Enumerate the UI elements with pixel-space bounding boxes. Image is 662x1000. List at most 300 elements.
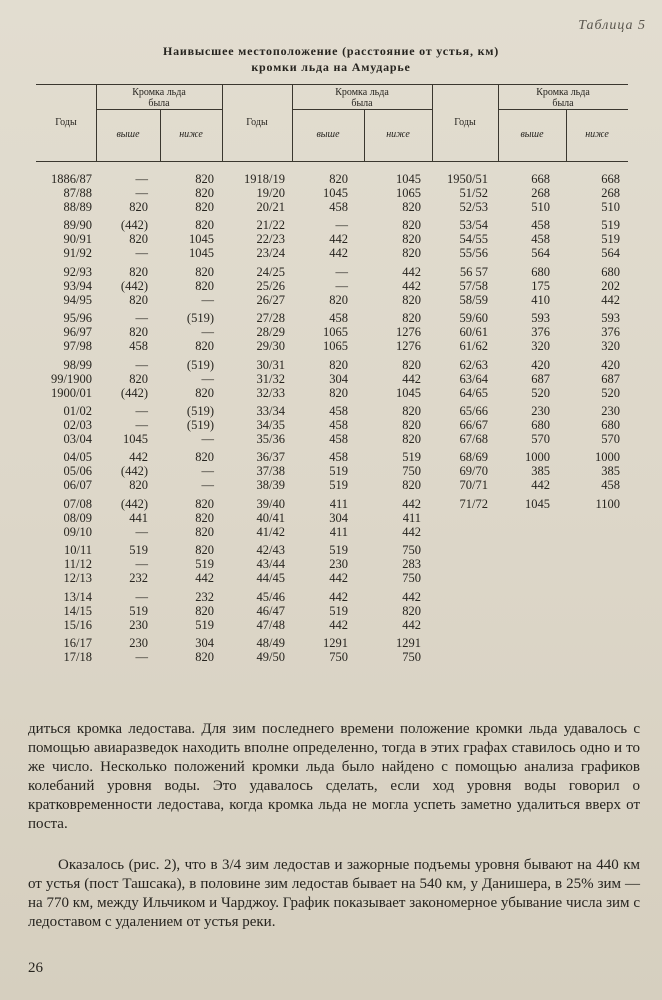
year-cell: 35/36	[256, 432, 285, 446]
above-cell: —	[135, 246, 148, 261]
below-cell: 1100	[595, 496, 620, 511]
above-cell: —	[135, 311, 148, 326]
below-cell: 820	[195, 385, 214, 400]
above-cell: 320	[531, 339, 550, 354]
below-cell: —	[201, 432, 214, 446]
above-cell: 564	[531, 246, 550, 261]
year-cell: 10/11	[63, 543, 92, 558]
below-cell: 820	[195, 603, 214, 618]
above-cell: 680	[531, 418, 550, 432]
table-row	[0, 636, 662, 650]
below-cell: 820	[402, 418, 421, 432]
body-paragraph: диться кромка ледостава. Для зим последнего времени положение кромки льда удавалось с помощью авиаразведок находить вполне определенно, тогда в этих графах ставилось одно и то же число. Несколько положений кромки льда было найдено с помощью анализа графиков колебаний уровня воды. Это удавалось сделать, если ход уровня воды говорил о кратковременности ледостава, когда кромка льда не могла успеть заметно удалиться вверх от поста.	[28, 721, 640, 832]
year-cell: 46/47	[256, 603, 285, 618]
year-cell: 38/39	[256, 478, 285, 493]
year-cell: 48/49	[256, 636, 285, 650]
year-cell: 06/07	[63, 478, 92, 493]
below-cell: 668	[601, 172, 620, 186]
year-cell: 93/94	[63, 278, 92, 293]
year-cell: 27/28	[256, 311, 285, 326]
table-row	[0, 200, 662, 214]
below-cell: 820	[402, 357, 421, 372]
below-cell: 820	[195, 172, 214, 186]
below-cell: 519	[402, 450, 421, 465]
below-cell: 283	[402, 557, 421, 572]
below-cell: 230	[601, 404, 620, 418]
year-cell: 36/37	[256, 450, 285, 465]
above-cell: (442)	[120, 278, 148, 293]
above-cell: 304	[329, 510, 348, 525]
year-cell: 55/56	[459, 246, 488, 261]
table-row	[0, 590, 662, 604]
above-cell: 175	[531, 278, 550, 293]
below-cell: 442	[402, 278, 421, 293]
year-cell: 97/98	[63, 339, 92, 354]
below-cell: 320	[601, 339, 620, 354]
below-cell: 519	[195, 617, 214, 632]
above-header: выше	[316, 129, 340, 140]
table-row	[0, 246, 662, 260]
table-row	[0, 372, 662, 386]
below-cell: 570	[601, 432, 620, 446]
year-cell: 70/71	[459, 478, 488, 493]
year-cell: 89/90	[63, 218, 92, 233]
below-cell: 304	[195, 636, 214, 650]
above-cell: 458	[329, 200, 348, 214]
year-cell: 95/96	[63, 311, 92, 326]
table-row	[0, 172, 662, 186]
years-header: Годы	[55, 117, 77, 128]
year-cell: 62/63	[459, 357, 488, 372]
years-header: Годы	[246, 117, 268, 128]
table-row	[0, 325, 662, 339]
below-cell: 376	[601, 325, 620, 340]
above-cell: (442)	[120, 385, 148, 400]
year-cell: 56 57	[459, 264, 488, 279]
group-line2: была	[148, 98, 170, 109]
group-line2: была	[351, 98, 373, 109]
above-cell: 820	[129, 478, 148, 493]
year-cell: 87/88	[63, 186, 92, 200]
above-cell: 304	[329, 371, 348, 386]
above-cell: 458	[329, 432, 348, 446]
below-cell: 820	[402, 404, 421, 418]
above-cell: 411	[329, 496, 348, 511]
year-cell: 66/67	[459, 418, 488, 432]
below-cell: —	[201, 371, 214, 386]
group-line2: была	[552, 98, 574, 109]
below-cell: (519)	[186, 311, 214, 326]
above-cell: —	[335, 264, 348, 279]
below-cell: (519)	[186, 418, 214, 432]
below-cell: 820	[402, 218, 421, 233]
group-line1: Кромка льда	[536, 87, 590, 98]
above-cell: —	[135, 404, 148, 418]
below-cell: 442	[402, 264, 421, 279]
below-cell: 1045	[189, 232, 214, 247]
below-cell: 820	[402, 232, 421, 247]
below-cell: 750	[402, 650, 421, 664]
above-cell: 593	[531, 311, 550, 326]
below-cell: 442	[402, 617, 421, 632]
year-cell: 88/89	[63, 200, 92, 214]
year-cell: 98/99	[63, 357, 92, 372]
above-cell: 519	[129, 543, 148, 558]
year-cell: 16/17	[63, 636, 92, 650]
below-cell: 1045	[396, 172, 421, 186]
above-cell: 458	[531, 218, 550, 233]
above-cell: 385	[531, 464, 550, 479]
table-row	[0, 525, 662, 539]
below-cell: 510	[601, 200, 620, 214]
table-row	[0, 218, 662, 232]
below-cell: 564	[601, 246, 620, 261]
below-cell: 411	[402, 510, 421, 525]
table-row	[0, 358, 662, 372]
table-row	[0, 293, 662, 307]
above-cell: —	[135, 172, 148, 186]
below-cell: 1045	[396, 385, 421, 400]
above-cell: 442	[329, 232, 348, 247]
above-cell: —	[135, 557, 148, 572]
year-cell: 05/06	[63, 464, 92, 479]
below-cell: 750	[402, 571, 421, 586]
above-cell: 1065	[323, 339, 348, 354]
year-cell: 54/55	[459, 232, 488, 247]
above-cell: 230	[129, 617, 148, 632]
above-cell: 442	[329, 617, 348, 632]
year-cell: 90/91	[63, 232, 92, 247]
year-cell: 43/44	[256, 557, 285, 572]
above-cell: 510	[531, 200, 550, 214]
below-cell: 442	[402, 524, 421, 539]
page-number: 26	[28, 960, 43, 976]
above-cell: 458	[329, 311, 348, 326]
above-header: выше	[520, 129, 544, 140]
below-cell: 687	[601, 371, 620, 386]
below-cell: 442	[195, 571, 214, 586]
below-cell: 820	[195, 524, 214, 539]
table-row	[0, 511, 662, 525]
year-cell: 15/16	[63, 617, 92, 632]
above-cell: 750	[329, 650, 348, 664]
below-cell: 820	[402, 311, 421, 326]
below-cell: 232	[195, 589, 214, 604]
year-cell: 59/60	[459, 311, 488, 326]
ice-edge-group-header	[292, 87, 432, 109]
year-cell: 30/31	[256, 357, 285, 372]
below-cell: 820	[402, 432, 421, 446]
above-cell: —	[135, 418, 148, 432]
year-cell: 11/12	[63, 557, 92, 572]
group-line1: Кромка льда	[335, 87, 389, 98]
above-cell: 458	[129, 339, 148, 354]
year-cell: 65/66	[459, 404, 488, 418]
below-header: ниже	[585, 129, 609, 140]
below-cell: 202	[601, 278, 620, 293]
below-cell: —	[201, 464, 214, 479]
above-cell: 668	[531, 172, 550, 186]
below-cell: 820	[402, 292, 421, 307]
below-cell: 680	[601, 418, 620, 432]
below-cell: 680	[601, 264, 620, 279]
table-row	[0, 557, 662, 571]
year-cell: 22/23	[256, 232, 285, 247]
above-cell: (442)	[120, 496, 148, 511]
below-cell: —	[201, 325, 214, 340]
table-row	[0, 265, 662, 279]
below-cell: —	[201, 292, 214, 307]
above-cell: 1045	[123, 432, 148, 446]
year-cell: 96/97	[63, 325, 92, 340]
table-row	[0, 432, 662, 446]
below-cell: 420	[601, 357, 620, 372]
above-cell: 458	[531, 232, 550, 247]
table-row	[0, 618, 662, 632]
below-cell: 820	[402, 603, 421, 618]
below-cell: —	[201, 478, 214, 493]
year-cell: 53/54	[459, 218, 488, 233]
above-cell: 230	[129, 636, 148, 650]
table-row	[0, 311, 662, 325]
year-cell: 09/10	[63, 524, 92, 539]
above-cell: 1045	[323, 186, 348, 200]
table-row	[0, 232, 662, 246]
year-cell: 41/42	[256, 524, 285, 539]
below-cell: 820	[195, 186, 214, 200]
below-header: ниже	[179, 129, 203, 140]
above-cell: 420	[531, 357, 550, 372]
year-cell: 17/18	[63, 650, 92, 664]
year-cell: 58/59	[459, 292, 488, 307]
year-cell: 24/25	[256, 264, 285, 279]
year-cell: 14/15	[63, 603, 92, 618]
year-cell: 44/45	[256, 571, 285, 586]
year-cell: 08/09	[63, 510, 92, 525]
year-cell: 03/04	[63, 432, 92, 446]
above-cell: 570	[531, 432, 550, 446]
below-cell: (519)	[186, 357, 214, 372]
ice-edge-group-header	[96, 87, 222, 109]
above-cell: 820	[329, 385, 348, 400]
above-cell: (442)	[120, 464, 148, 479]
below-cell: 519	[601, 218, 620, 233]
table-row	[0, 478, 662, 492]
below-cell: 820	[195, 543, 214, 558]
table-row	[0, 497, 662, 511]
above-cell: 820	[329, 292, 348, 307]
above-cell: (442)	[120, 218, 148, 233]
above-cell: 376	[531, 325, 550, 340]
above-cell: 442	[129, 450, 148, 465]
below-cell: 820	[195, 278, 214, 293]
below-header: ниже	[386, 129, 410, 140]
below-cell: 820	[195, 496, 214, 511]
above-cell: 820	[129, 264, 148, 279]
above-cell: 820	[129, 371, 148, 386]
year-cell: 34/35	[256, 418, 285, 432]
year-cell: 20/21	[256, 200, 285, 214]
below-cell: 1065	[396, 186, 421, 200]
above-cell: 458	[329, 404, 348, 418]
years-header: Годы	[454, 117, 476, 128]
above-cell: 519	[129, 603, 148, 618]
table-row	[0, 418, 662, 432]
above-cell: —	[135, 357, 148, 372]
year-cell: 29/30	[256, 339, 285, 354]
year-cell: 40/41	[256, 510, 285, 525]
body-paragraph: Оказалось (рис. 2), что в 3/4 зим ледостав и зажорные подъемы уровня бывают на 440 км от устья (пост Ташсака), в половине зим ледостав бывает на 540 км, у Данишера, в 25% зим — на 770 км, между Ильчиком и Чарджоу. График показывает закономерное убывание числа зим с ледоставом с удалением от устья реки.	[28, 857, 640, 930]
year-cell: 26/27	[256, 292, 285, 307]
table-row	[0, 186, 662, 200]
below-cell: 1291	[396, 636, 421, 650]
table-number: Таблица 5	[578, 18, 646, 33]
below-cell: 820	[195, 339, 214, 354]
table-row	[0, 450, 662, 464]
below-cell: 442	[601, 292, 620, 307]
below-cell: 1000	[595, 450, 620, 465]
year-cell: 68/69	[459, 450, 488, 465]
year-cell: 64/65	[459, 385, 488, 400]
year-cell: 07/08	[63, 496, 92, 511]
below-cell: (519)	[186, 404, 214, 418]
year-cell: 12/13	[63, 571, 92, 586]
above-cell: 1291	[323, 636, 348, 650]
year-cell: 63/64	[459, 371, 488, 386]
table-row	[0, 339, 662, 353]
header-rule	[292, 109, 432, 110]
above-cell: 458	[329, 418, 348, 432]
above-cell: 520	[531, 385, 550, 400]
year-cell: 33/34	[256, 404, 285, 418]
above-header: выше	[116, 129, 140, 140]
year-cell: 45/46	[256, 589, 285, 604]
below-cell: 593	[601, 311, 620, 326]
below-cell: 442	[402, 589, 421, 604]
above-cell: 820	[329, 357, 348, 372]
below-cell: 519	[601, 232, 620, 247]
above-cell: 232	[129, 571, 148, 586]
above-cell: 820	[129, 232, 148, 247]
below-cell: 442	[402, 371, 421, 386]
above-cell: —	[335, 218, 348, 233]
below-cell: 1045	[189, 246, 214, 261]
above-cell: 268	[531, 186, 550, 200]
below-cell: 750	[402, 543, 421, 558]
year-cell: 49/50	[256, 650, 285, 664]
year-cell: 57/58	[459, 278, 488, 293]
above-cell: 442	[329, 589, 348, 604]
below-cell: 820	[195, 264, 214, 279]
year-cell: 92/93	[63, 264, 92, 279]
above-cell: 519	[329, 478, 348, 493]
above-cell: 1065	[323, 325, 348, 340]
year-cell: 32/33	[256, 385, 285, 400]
year-cell: 28/29	[256, 325, 285, 340]
below-cell: 820	[195, 218, 214, 233]
below-cell: 820	[402, 200, 421, 214]
above-cell: 519	[329, 543, 348, 558]
year-cell: 52/53	[459, 200, 488, 214]
above-cell: 441	[129, 510, 148, 525]
year-cell: 37/38	[256, 464, 285, 479]
below-cell: 442	[402, 496, 421, 511]
below-cell: 1276	[396, 339, 421, 354]
below-cell: 820	[195, 510, 214, 525]
year-cell: 47/48	[256, 617, 285, 632]
year-cell: 21/22	[256, 218, 285, 233]
ice-edge-group-header	[498, 87, 628, 109]
above-cell: 1000	[525, 450, 550, 465]
above-cell: —	[135, 650, 148, 664]
above-cell: —	[135, 589, 148, 604]
above-cell: 458	[329, 450, 348, 465]
year-cell: 69/70	[459, 464, 488, 479]
year-cell: 31/32	[256, 371, 285, 386]
year-cell: 39/40	[256, 496, 285, 511]
table-row	[0, 464, 662, 478]
header-rule	[96, 109, 222, 110]
year-cell: 04/05	[63, 450, 92, 465]
table-row	[0, 604, 662, 618]
below-cell: 750	[402, 464, 421, 479]
year-cell: 61/62	[459, 339, 488, 354]
year-cell: 71/72	[459, 496, 488, 511]
header-rule	[498, 109, 628, 110]
below-cell: 820	[402, 478, 421, 493]
above-cell: 442	[329, 571, 348, 586]
year-cell: 23/24	[256, 246, 285, 261]
year-cell: 67/68	[459, 432, 488, 446]
below-cell: 820	[195, 450, 214, 465]
below-cell: 820	[195, 650, 214, 664]
above-cell: 687	[531, 371, 550, 386]
below-cell: 820	[402, 246, 421, 261]
below-cell: 268	[601, 186, 620, 200]
above-cell: 442	[531, 478, 550, 493]
above-cell: 410	[531, 292, 550, 307]
below-cell: 520	[601, 385, 620, 400]
table-header	[36, 84, 628, 162]
above-cell: 230	[531, 404, 550, 418]
table-row	[0, 404, 662, 418]
above-cell: 230	[329, 557, 348, 572]
above-cell: 442	[329, 246, 348, 261]
year-cell: 19/20	[256, 186, 285, 200]
table-caption-line1: Наивысшее местоположение (расстояние от устья, км)	[162, 44, 500, 58]
above-cell: —	[335, 278, 348, 293]
year-cell: 60/61	[459, 325, 488, 340]
year-cell: 1950/51	[447, 172, 488, 186]
year-cell: 25/26	[256, 278, 285, 293]
year-cell: 01/02	[63, 404, 92, 418]
year-cell: 1886/87	[51, 172, 92, 186]
table-row	[0, 650, 662, 664]
above-cell: 820	[129, 325, 148, 340]
year-cell: 91/92	[63, 246, 92, 261]
table-row	[0, 279, 662, 293]
above-cell: —	[135, 186, 148, 200]
group-line1: Кромка льда	[132, 87, 186, 98]
above-cell: 820	[129, 200, 148, 214]
below-cell: 519	[195, 557, 214, 572]
above-cell: 820	[329, 172, 348, 186]
table-row	[0, 543, 662, 557]
below-cell: 820	[195, 200, 214, 214]
above-cell: 680	[531, 264, 550, 279]
year-cell: 1918/19	[244, 172, 285, 186]
below-cell: 458	[601, 478, 620, 493]
